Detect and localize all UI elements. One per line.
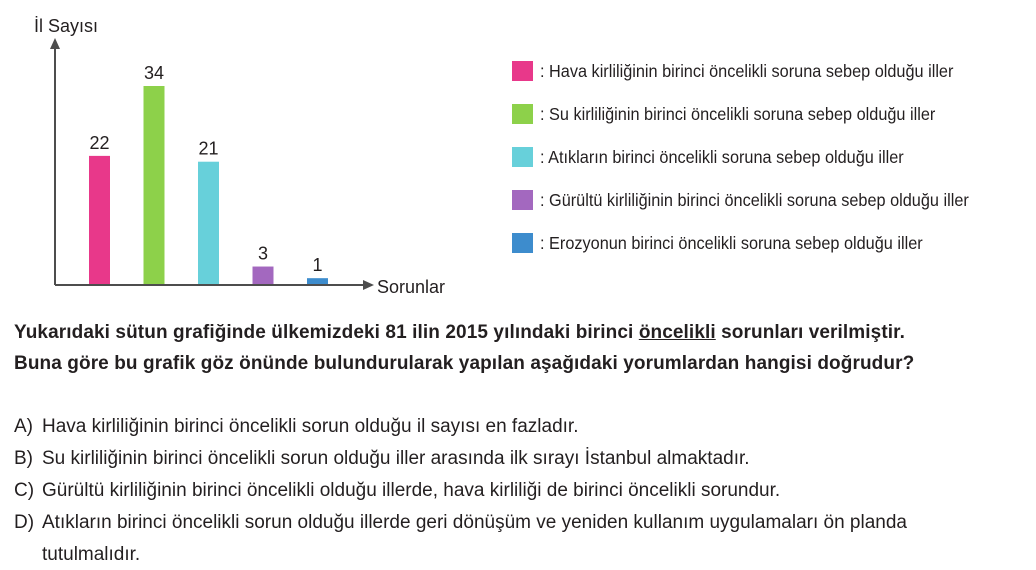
question-line-1 [14, 317, 1034, 348]
y-axis-arrow [50, 38, 60, 49]
legend-item-4 [512, 189, 1001, 211]
option-b-text: Su kirliliğinin birinci öncelikli sorun olduğu iller arasında ilk sırayı İstanbul almaktadır. [42, 448, 750, 469]
chart-bars [89, 86, 328, 284]
option-a-letter: A) [14, 416, 33, 437]
legend-label-4: : Gürültü kirliliğinin birinci öncelikli soruna sebep olduğu iller [540, 189, 969, 210]
bar-3 [198, 162, 219, 284]
option-c[interactable] [14, 476, 780, 506]
legend-label-1: : Hava kirliliğinin birinci öncelikli soruna sebep olduğu iller [540, 60, 954, 81]
legend-swatch-1 [512, 61, 533, 81]
bar-1 [89, 156, 110, 284]
legend-label-5: : Erozyonun birinci öncelikli soruna sebep olduğu iller [540, 232, 923, 253]
option-a-text: Hava kirliliğinin birinci öncelikli sorun olduğu il sayısı en fazladır. [42, 416, 579, 437]
x-axis-arrow [363, 280, 374, 290]
option-c-letter: C) [14, 480, 35, 501]
option-b-letter: B) [14, 448, 33, 469]
legend-item-1 [512, 60, 985, 82]
bar-2 [144, 86, 165, 284]
bar-value-label-5: 1 [312, 255, 323, 276]
option-b[interactable] [14, 444, 750, 474]
option-c-text: Gürültü kirliliğinin birinci öncelikli olduğu illerde, hava kirliliği de birinci öncelikli sorundur. [42, 480, 781, 501]
bar-5 [307, 278, 328, 284]
legend-item-2 [512, 103, 965, 125]
bar-value-label-4: 3 [257, 243, 269, 264]
bar-4 [253, 267, 274, 284]
bar-chart-svg [0, 0, 470, 305]
y-axis-label: İl Sayısı [34, 16, 99, 36]
option-d-text: Atıkların birinci öncelikli sorun olduğu illerde geri dönüşüm ve yeniden kullanım uygulamaları ön planda [42, 512, 907, 533]
legend-label-3: : Atıkların birinci öncelikli soruna sebep olduğu iller [540, 146, 904, 167]
legend-swatch-5 [512, 233, 533, 253]
option-d-continuation: tutulmalıdır. [42, 544, 141, 565]
bar-chart [0, 0, 470, 305]
legend-swatch-4 [512, 190, 533, 210]
legend-swatch-3 [512, 147, 533, 167]
legend-item-3 [512, 146, 931, 168]
question-line-2: Buna göre bu grafik göz önünde bulundurularak yapılan aşağıdaki yorumlardan hangisi doğrudur? [14, 353, 915, 374]
question-part-1: Yukarıdaki sütun grafiğinde ülkemizdeki 81 ilin 2015 yılındaki birinci [14, 322, 639, 343]
question-part-2: sorunları verilmiştir. [715, 322, 905, 343]
question-underlined-word: öncelikli [638, 322, 716, 343]
legend-label-2: : Su kirliliğinin birinci öncelikli soruna sebep olduğu iller [540, 103, 936, 124]
bar-value-label-3: 21 [198, 138, 219, 159]
bar-value-label-1: 22 [89, 132, 110, 153]
legend-item-5 [512, 232, 951, 254]
option-d-letter: D) [14, 512, 35, 533]
option-d[interactable] [14, 508, 907, 538]
option-a[interactable] [14, 412, 578, 442]
question-text [14, 317, 1034, 379]
legend-swatch-2 [512, 104, 533, 124]
bar-value-label-2: 34 [143, 63, 165, 83]
x-axis-label: Sorunlar [377, 277, 446, 297]
